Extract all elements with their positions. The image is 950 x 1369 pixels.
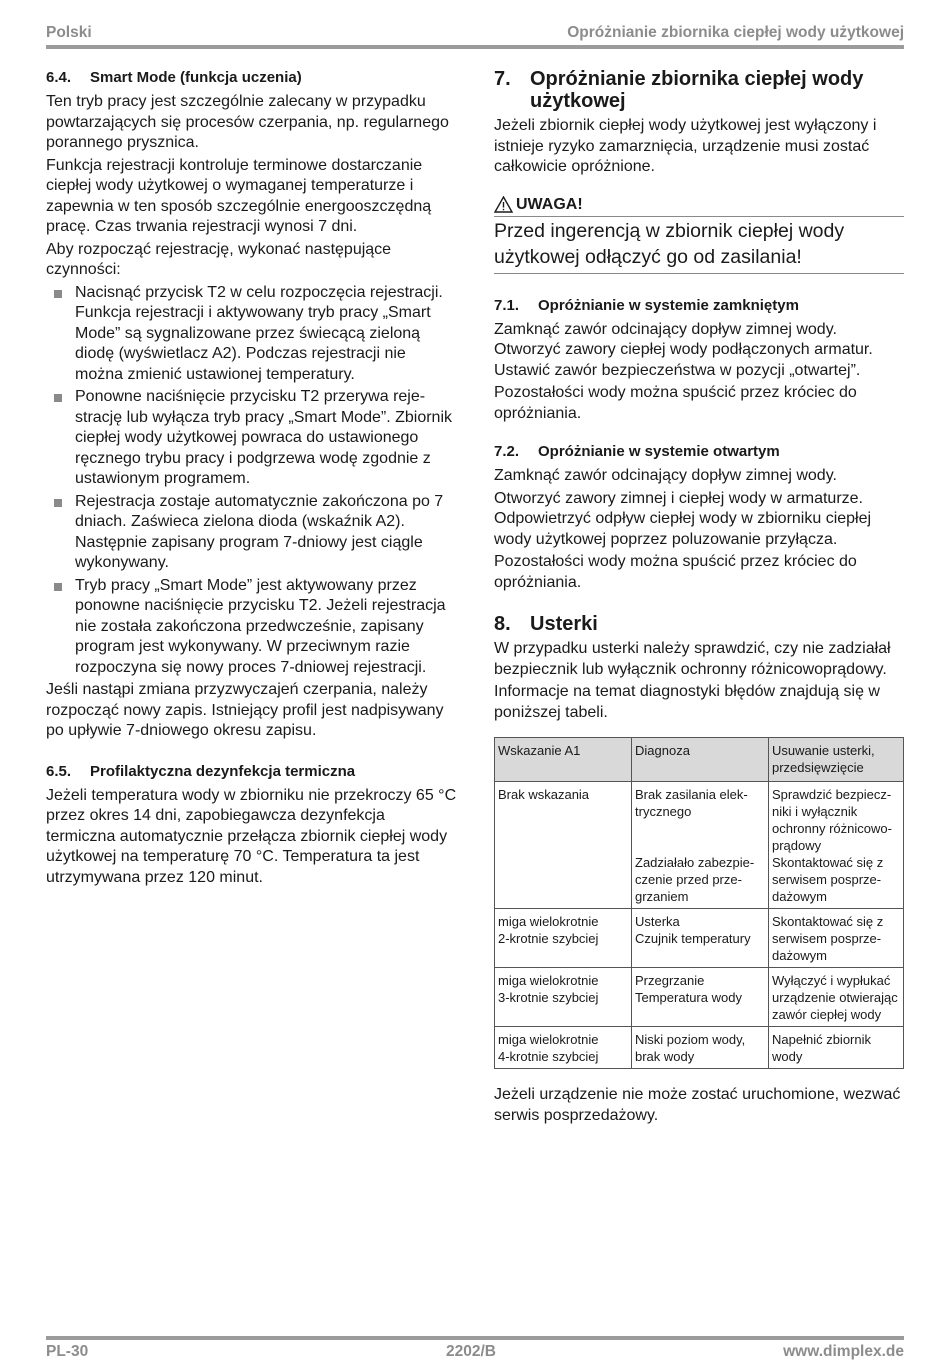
- table-row: [495, 1027, 904, 1069]
- section-6-4-paragraph: Aby rozpocząć rejestrację, wykonać następujące czynności:: [46, 240, 392, 278]
- header-section-title: Opróżnianie zbiornika ciepłej wody użytkowej: [567, 24, 904, 41]
- section-8-paragraph: Informacje na temat diagnostyki błędów znajdują się w poniższej tabeli.: [494, 683, 880, 721]
- section-6-4-paragraph: Ten tryb pracy jest szczególnie zalecany w przypadku powtarzających się procesów czerpania, np. regularnego porannego prysznica.: [46, 93, 449, 151]
- header-rule: [46, 45, 904, 49]
- table-row: [495, 968, 904, 1027]
- section-7-2-paragraph: Pozostałości wody można spuścić przez króciec do opróżniania.: [494, 553, 857, 591]
- table-cell: Napełnić zbiornik wody: [769, 1027, 904, 1069]
- section-7-heading: 7. Opróżnianie zbiornika ciepłej wody użytkowej: [494, 68, 864, 112]
- table-row: [495, 782, 904, 909]
- section-6-5-paragraph: Jeżeli temperatura wody w zbiorniku nie przekroczy 65 °C przez okres 14 dni, zapobiegawcza dezynfekcja termiczna automatycznie przełącza zbiornik ciepłej wody użytkowej na temperaturę 70 °C. Temperatura ta jest utrzymywana przez 120 minut.: [46, 786, 457, 886]
- warning-heading: [494, 196, 904, 217]
- table-cell: Brak zasilania elektrycznego Zadziałało zabezpieczenie przed przegrzaniem: [632, 782, 769, 909]
- section-7-1-paragraph: Pozostałości wody można spuścić przez króciec do opróżniania.: [494, 384, 857, 422]
- warning-label: UWAGA!: [516, 195, 583, 213]
- table-cell: Przegrzanie Temperatura wody: [632, 968, 769, 1027]
- section-6-4-paragraph: Jeśli nastąpi zmiana przyzwyczajeń czerpania, należy rozpocząć nowy zapis. Istniejący profil jest nadpisywany po upływie 7-dniowego okresu zapisu.: [46, 681, 444, 739]
- section-7-2-paragraph: Zamknąć zawór odcinający dopływ zimnej wody.: [494, 467, 837, 484]
- table-cell: Skontaktować się z serwisem posprzedażowym: [769, 909, 904, 968]
- bullet-square-icon: [54, 583, 62, 591]
- table-cell: miga wielokrotnie 4-krotnie szybciej: [495, 1027, 632, 1069]
- fault-table: [494, 737, 904, 1069]
- table-header-cell: Diagnoza: [632, 738, 769, 782]
- section-7-1-heading: 7.1. Opróżnianie w systemie zamkniętym: [494, 296, 799, 314]
- table-cell: Sprawdzić bezpieczniki i wyłącznik ochronny różnicowo-prądowy Skontaktować się z serwisem posprzedażowym: [769, 782, 904, 909]
- table-row: [495, 909, 904, 968]
- smart-mode-steps-list: [46, 283, 458, 679]
- bullet-square-icon: [54, 394, 62, 402]
- right-column: [494, 68, 904, 1128]
- warning-triangle-icon: [494, 196, 513, 213]
- warning-text: Przed ingerencją w zbiornik ciepłej wody użytkowej odłączyć go od zasilania!: [494, 217, 904, 274]
- table-cell: Brak wskazania: [495, 782, 632, 909]
- table-cell: Wyłączyć i wypłukać urządzenie otwierając zawór ciepłej wody: [769, 968, 904, 1027]
- left-column: [46, 68, 458, 890]
- section-6-4-heading: 6.4. Smart Mode (funkcja uczenia): [46, 69, 302, 86]
- table-header-cell: Usuwanie usterki, przedsięwzięcie: [769, 738, 904, 782]
- section-8-heading: 8. Usterki: [494, 613, 598, 635]
- bullet-square-icon: [54, 290, 62, 298]
- section-6-5-heading: 6.5. Profilaktyczna dezynfekcja termiczna: [46, 762, 356, 780]
- section-7-2-heading: 7.2. Opróżnianie w systemie otwartym: [494, 443, 780, 460]
- list-item: Tryb pracy „Smart Mode” jest aktywowany przez ponowne naciśnięcie przycisku T2. Jeżeli rejestracja nie została zakończona przedwcześnie, zapisany program jest wykonywany. W przeciwnym razie rozpoczyna się nowy proces 7-dniowej rejestracji.: [46, 576, 458, 679]
- table-header-row: [495, 738, 904, 782]
- list-item: Ponowne naciśnięcie przycisku T2 przerywa rejestrację lub wyłącza tryb pracy „Smart Mode”. Zbiornik ciepłej wody użytkowej powraca do ustawionego ręcznego trybu pracy i podgrzewa wodę zgodnie z ustawionym programem.: [46, 387, 458, 490]
- list-item: Nacisnąć przycisk T2 w celu rozpoczęcia rejestracji. Funkcja rejestracji i aktywowany tryb pracy „Smart Mode” są sygnalizowane przez świecącą zieloną diodę (wyświetlacz A2). Podczas rejestracji nie można zmienić ustawionej temperatury.: [46, 283, 458, 386]
- footer-rule: [46, 1336, 904, 1340]
- bullet-square-icon: [54, 499, 62, 507]
- section-7-paragraph: Jeżeli zbiornik ciepłej wody użytkowej jest wyłączony i istnieje ryzyko zamarznięcia, urządzenie musi zostać całkowicie opróżnione.: [494, 117, 877, 175]
- section-6-4-paragraph: Funkcja rejestracji kontroluje terminowe dostarczanie ciepłej wody użytkowej o wymaganej temperaturze i zapewnia w ten sposób szczególnie energooszczędną pracę. Czas trwania rejestracji wynosi 7 dni.: [46, 156, 432, 235]
- footer-website: www.dimplex.de: [783, 1343, 904, 1360]
- after-table-paragraph: Jeżeli urządzenie nie może zostać uruchomione, wezwać serwis posprzedażowy.: [494, 1086, 901, 1124]
- table-cell: miga wielokrotnie 2-krotnie szybciej: [495, 909, 632, 968]
- header-language: Polski: [46, 24, 92, 41]
- footer-page-number: PL-30: [46, 1343, 89, 1360]
- table-cell: Niski poziom wody, brak wody: [632, 1027, 769, 1069]
- warning-box: [494, 196, 904, 274]
- list-item: Rejestracja zostaje automatycznie zakończona po 7 dniach. Zaświeca zielona dioda (wskaźnik A2). Następnie zapisany program 7-dniowy jest ciągle wykonywany.: [46, 492, 458, 574]
- section-8-paragraph: W przypadku usterki należy sprawdzić, czy nie zadziałał bezpiecznik lub wyłącznik ochronny różnicowoprądowy.: [494, 640, 891, 678]
- section-7-1-paragraph: Zamknąć zawór odcinający dopływ zimnej wody. Otworzyć zawory ciepłej wody podłączonych armatur. Ustawić zawór bezpieczeństwa w pozycji „otwartej”.: [494, 320, 873, 379]
- table-header-cell: Wskazanie A1: [495, 738, 632, 782]
- table-cell: miga wielokrotnie 3-krotnie szybciej: [495, 968, 632, 1027]
- footer-document-code: 2202/B: [446, 1343, 496, 1360]
- section-7-2-paragraph: Otworzyć zawory zimnej i ciepłej wody w armaturze. Odpowietrzyć odpływ ciepłej wody w zbiorniku ciepłej wody użytkowej poprzez poluzowanie przyłącza.: [494, 489, 872, 548]
- table-cell: Usterka Czujnik temperatury: [632, 909, 769, 968]
